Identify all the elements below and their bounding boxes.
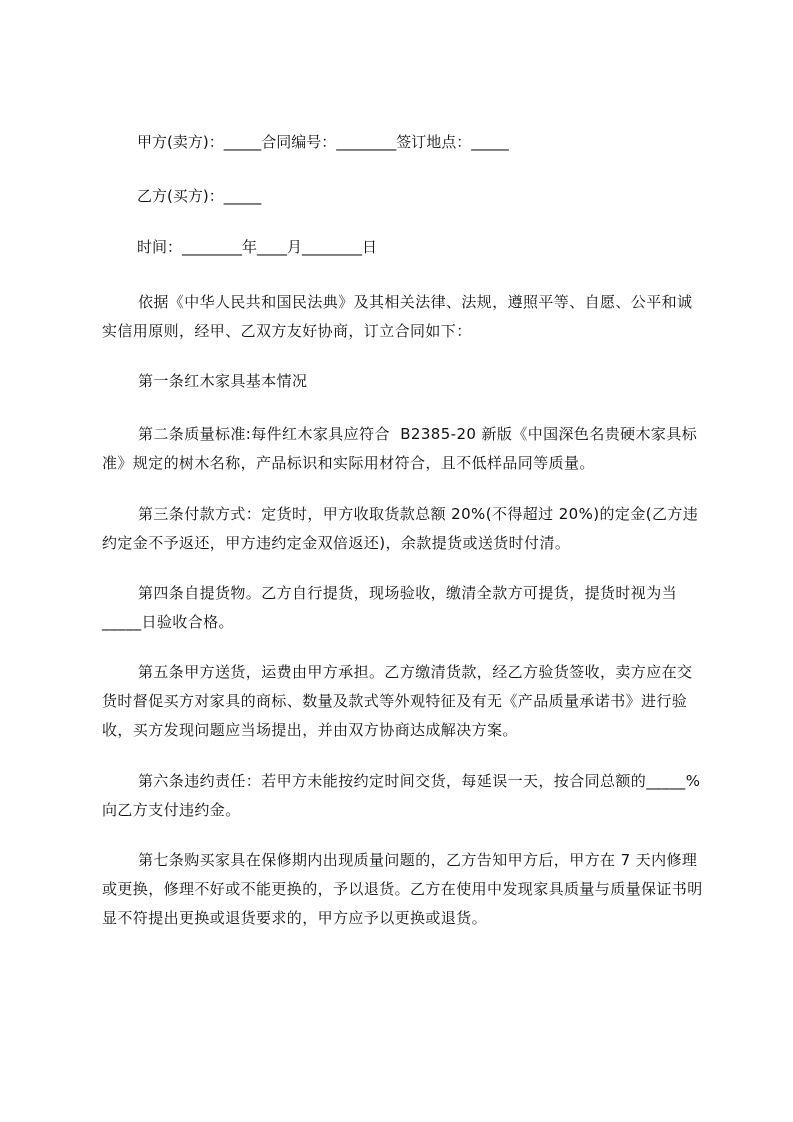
intro-text: 依据《中华人民共和国民法典》及其相关法律、法规，遵照平等、自愿、公平和诚实信用原则，经甲、乙双方友好协商，订立合同如下： (102, 293, 693, 340)
party-b-line (137, 186, 261, 206)
article-4 (102, 579, 707, 637)
date-line (137, 237, 377, 257)
article-6-text: 第六条违约责任：若甲方未能按约定时间交货，每延误一天，按合同总额的_____%向乙方支付违约金。 (102, 772, 701, 819)
article-1-text: 第一条红木家具基本情况 (138, 372, 308, 390)
article-7 (102, 846, 707, 933)
party-b-text: 乙方(买方)：_____ (137, 187, 262, 205)
article-1 (102, 367, 707, 396)
article-5 (102, 658, 707, 745)
article-3-text: 第三条付款方式：定货时，甲方收取货款总额 20%(不得超过 20%)的定金(乙方违约定金不予返还，甲方违约定金双倍返还)，余款提货或送货时付清。 (102, 505, 699, 552)
article-6 (102, 767, 707, 825)
party-a-text: 甲方(卖方)：_____合同编号：________签订地点：_____ (137, 133, 509, 151)
party-a-line (137, 132, 509, 152)
article-2-text: 第二条质量标准:每件红木家具应符合 B2385-20 新版《中国深色名贵硬木家具标准》规定的树木名称，产品标识和实际用材符合，且不低样品同等质量。 (102, 425, 698, 472)
intro-paragraph (102, 288, 707, 346)
date-text: 时间：________年____月________日 (137, 238, 378, 256)
article-5-text: 第五条甲方送货，运费由甲方承担。乙方缴清货款，经乙方验货签收，卖方应在交货时督促买方对家具的商标、数量及款式等外观特征及有无《产品质量承诺书》进行验收，买方发现问题应当场提出，并由双方协商达成解决方案。 (102, 663, 693, 739)
article-3 (102, 500, 707, 558)
article-7-text: 第七条购买家具在保修期内出现质量问题的，乙方告知甲方后，甲方在 7 天内修理或更换，修理不好或不能更换的，予以退货。乙方在使用中发现家具质量与质量保证书明显不符提出更换或退货要求的，甲方应予以更换或退货。 (102, 851, 703, 927)
article-2 (102, 420, 707, 478)
article-4-text: 第四条自提货物。乙方自行提货，现场验收，缴清全款方可提货，提货时视为当_____日验收合格。 (102, 584, 678, 631)
